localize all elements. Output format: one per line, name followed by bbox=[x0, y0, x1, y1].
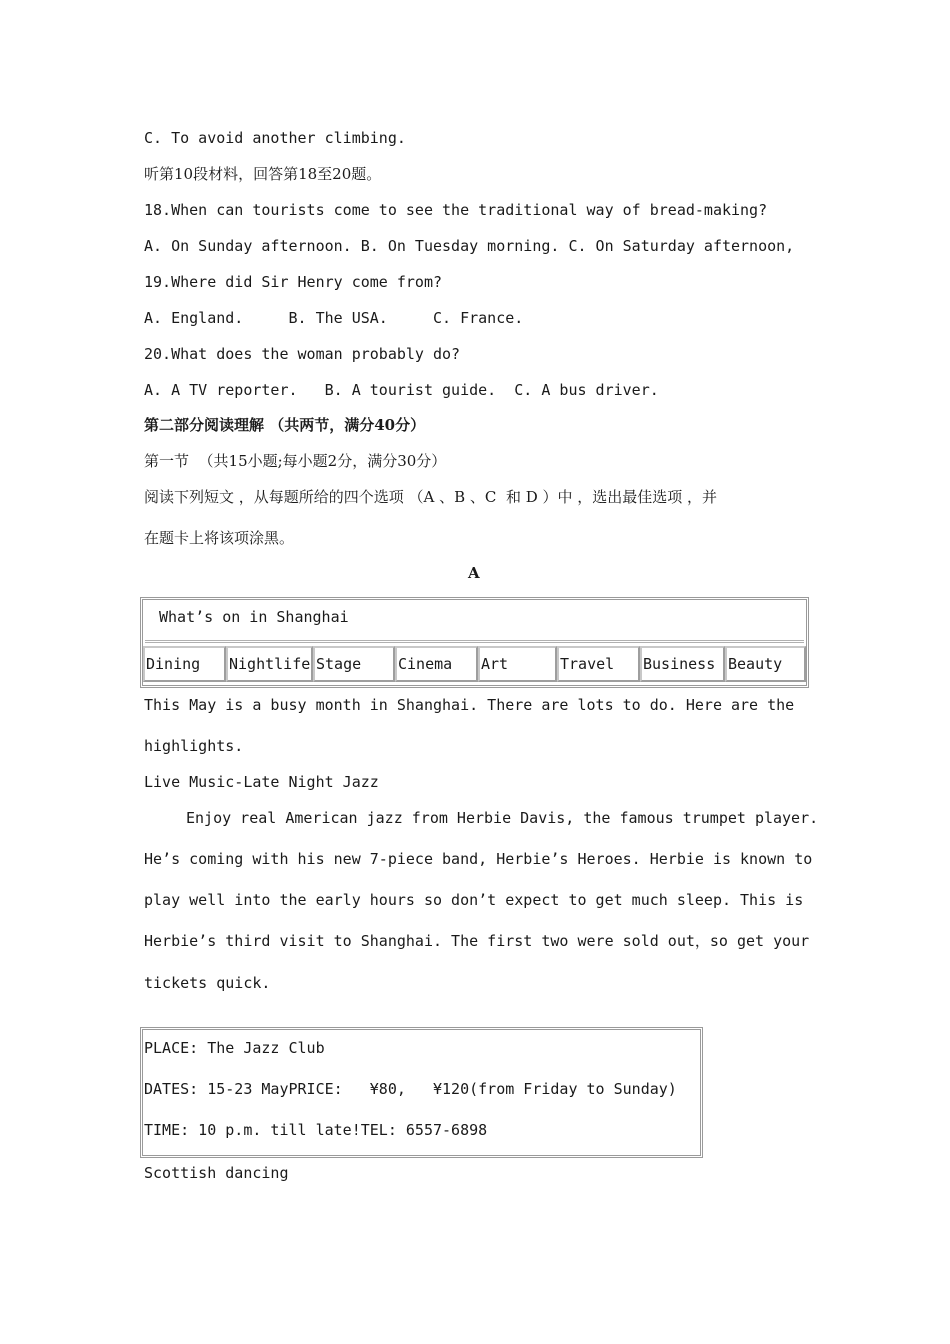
question-18: 18.When can tourists come to see the traditional way of bread-making? bbox=[144, 201, 768, 219]
event-1-line-4: Herbie’s third visit to Shanghai. The first two were sold out，so get your bbox=[144, 932, 810, 950]
event-1-line-3: play well into the early hours so don’t expect to get much sleep. This is bbox=[144, 891, 804, 909]
passage-intro-line-2: highlights. bbox=[144, 737, 244, 755]
part-two-heading: 第二部分阅读理解 （共两节，满分40分） bbox=[144, 416, 426, 434]
question-20: 20.What does the woman probably do? bbox=[144, 345, 461, 363]
section-one-heading: 第一节 （共15小题;每小题2分，满分30分） bbox=[144, 452, 447, 470]
event-1-line-1: Enjoy real American jazz from Herbie Davis, the famous trumpet player. bbox=[186, 809, 819, 827]
nav-item-art[interactable]: Art bbox=[478, 646, 557, 682]
reading-instruction-line-2: 在题卡上将该项涂黑。 bbox=[144, 529, 295, 547]
reading-instruction-line-1: 阅读下列短文 ，从每题所给的四个选项 （A 、B 、C 和 D ）中 ，选出最佳选项 ，并 bbox=[144, 488, 718, 506]
event-1-line-5: tickets quick. bbox=[144, 974, 271, 992]
nav-item-business[interactable]: Business bbox=[640, 646, 725, 682]
section10-instruction: 听第10段材料，回答第18至20题。 bbox=[144, 165, 382, 183]
nav-item-nightlife[interactable]: Nightlife bbox=[226, 646, 313, 682]
nav-table-title: What’s on in Shanghai bbox=[159, 608, 349, 626]
passage-letter: A bbox=[468, 564, 480, 582]
passage-intro-line-1: This May is a busy month in Shanghai. There are lots to do. Here are the bbox=[144, 696, 795, 714]
nav-item-cinema[interactable]: Cinema bbox=[395, 646, 478, 682]
event-info-box bbox=[140, 1027, 703, 1158]
event-dates-price: DATES: 15-23 MayPRICE: ¥80, ¥120(from Friday to Sunday) bbox=[144, 1080, 677, 1098]
whats-on-nav-table bbox=[140, 597, 809, 688]
question-19-options: A. England. B. The USA. C. France. bbox=[144, 309, 524, 327]
nav-table-divider bbox=[145, 640, 804, 643]
event-time-tel: TIME: 10 p.m. till late!TEL: 6557-6898 bbox=[144, 1121, 488, 1139]
nav-item-beauty[interactable]: Beauty bbox=[725, 646, 806, 682]
nav-item-travel[interactable]: Travel bbox=[557, 646, 640, 682]
event-place: PLACE: The Jazz Club bbox=[144, 1039, 325, 1057]
event-2-title: Scottish dancing bbox=[144, 1164, 289, 1182]
question-19: 19.Where did Sir Henry come from? bbox=[144, 273, 443, 291]
nav-item-stage[interactable]: Stage bbox=[313, 646, 395, 682]
event-1-title: Live Music-Late Night Jazz bbox=[144, 773, 379, 791]
q17-option-c: C. To avoid another climbing. bbox=[144, 129, 406, 147]
event-1-line-2: He’s coming with his new 7-piece band, Herbie’s Heroes. Herbie is known to bbox=[144, 850, 813, 868]
question-20-options: A. A TV reporter. B. A tourist guide. C. A bus driver. bbox=[144, 381, 659, 399]
question-18-options: A. On Sunday afternoon. B. On Tuesday morning. C. On Saturday afternoon, bbox=[144, 237, 795, 255]
nav-item-dining[interactable]: Dining bbox=[143, 646, 226, 682]
